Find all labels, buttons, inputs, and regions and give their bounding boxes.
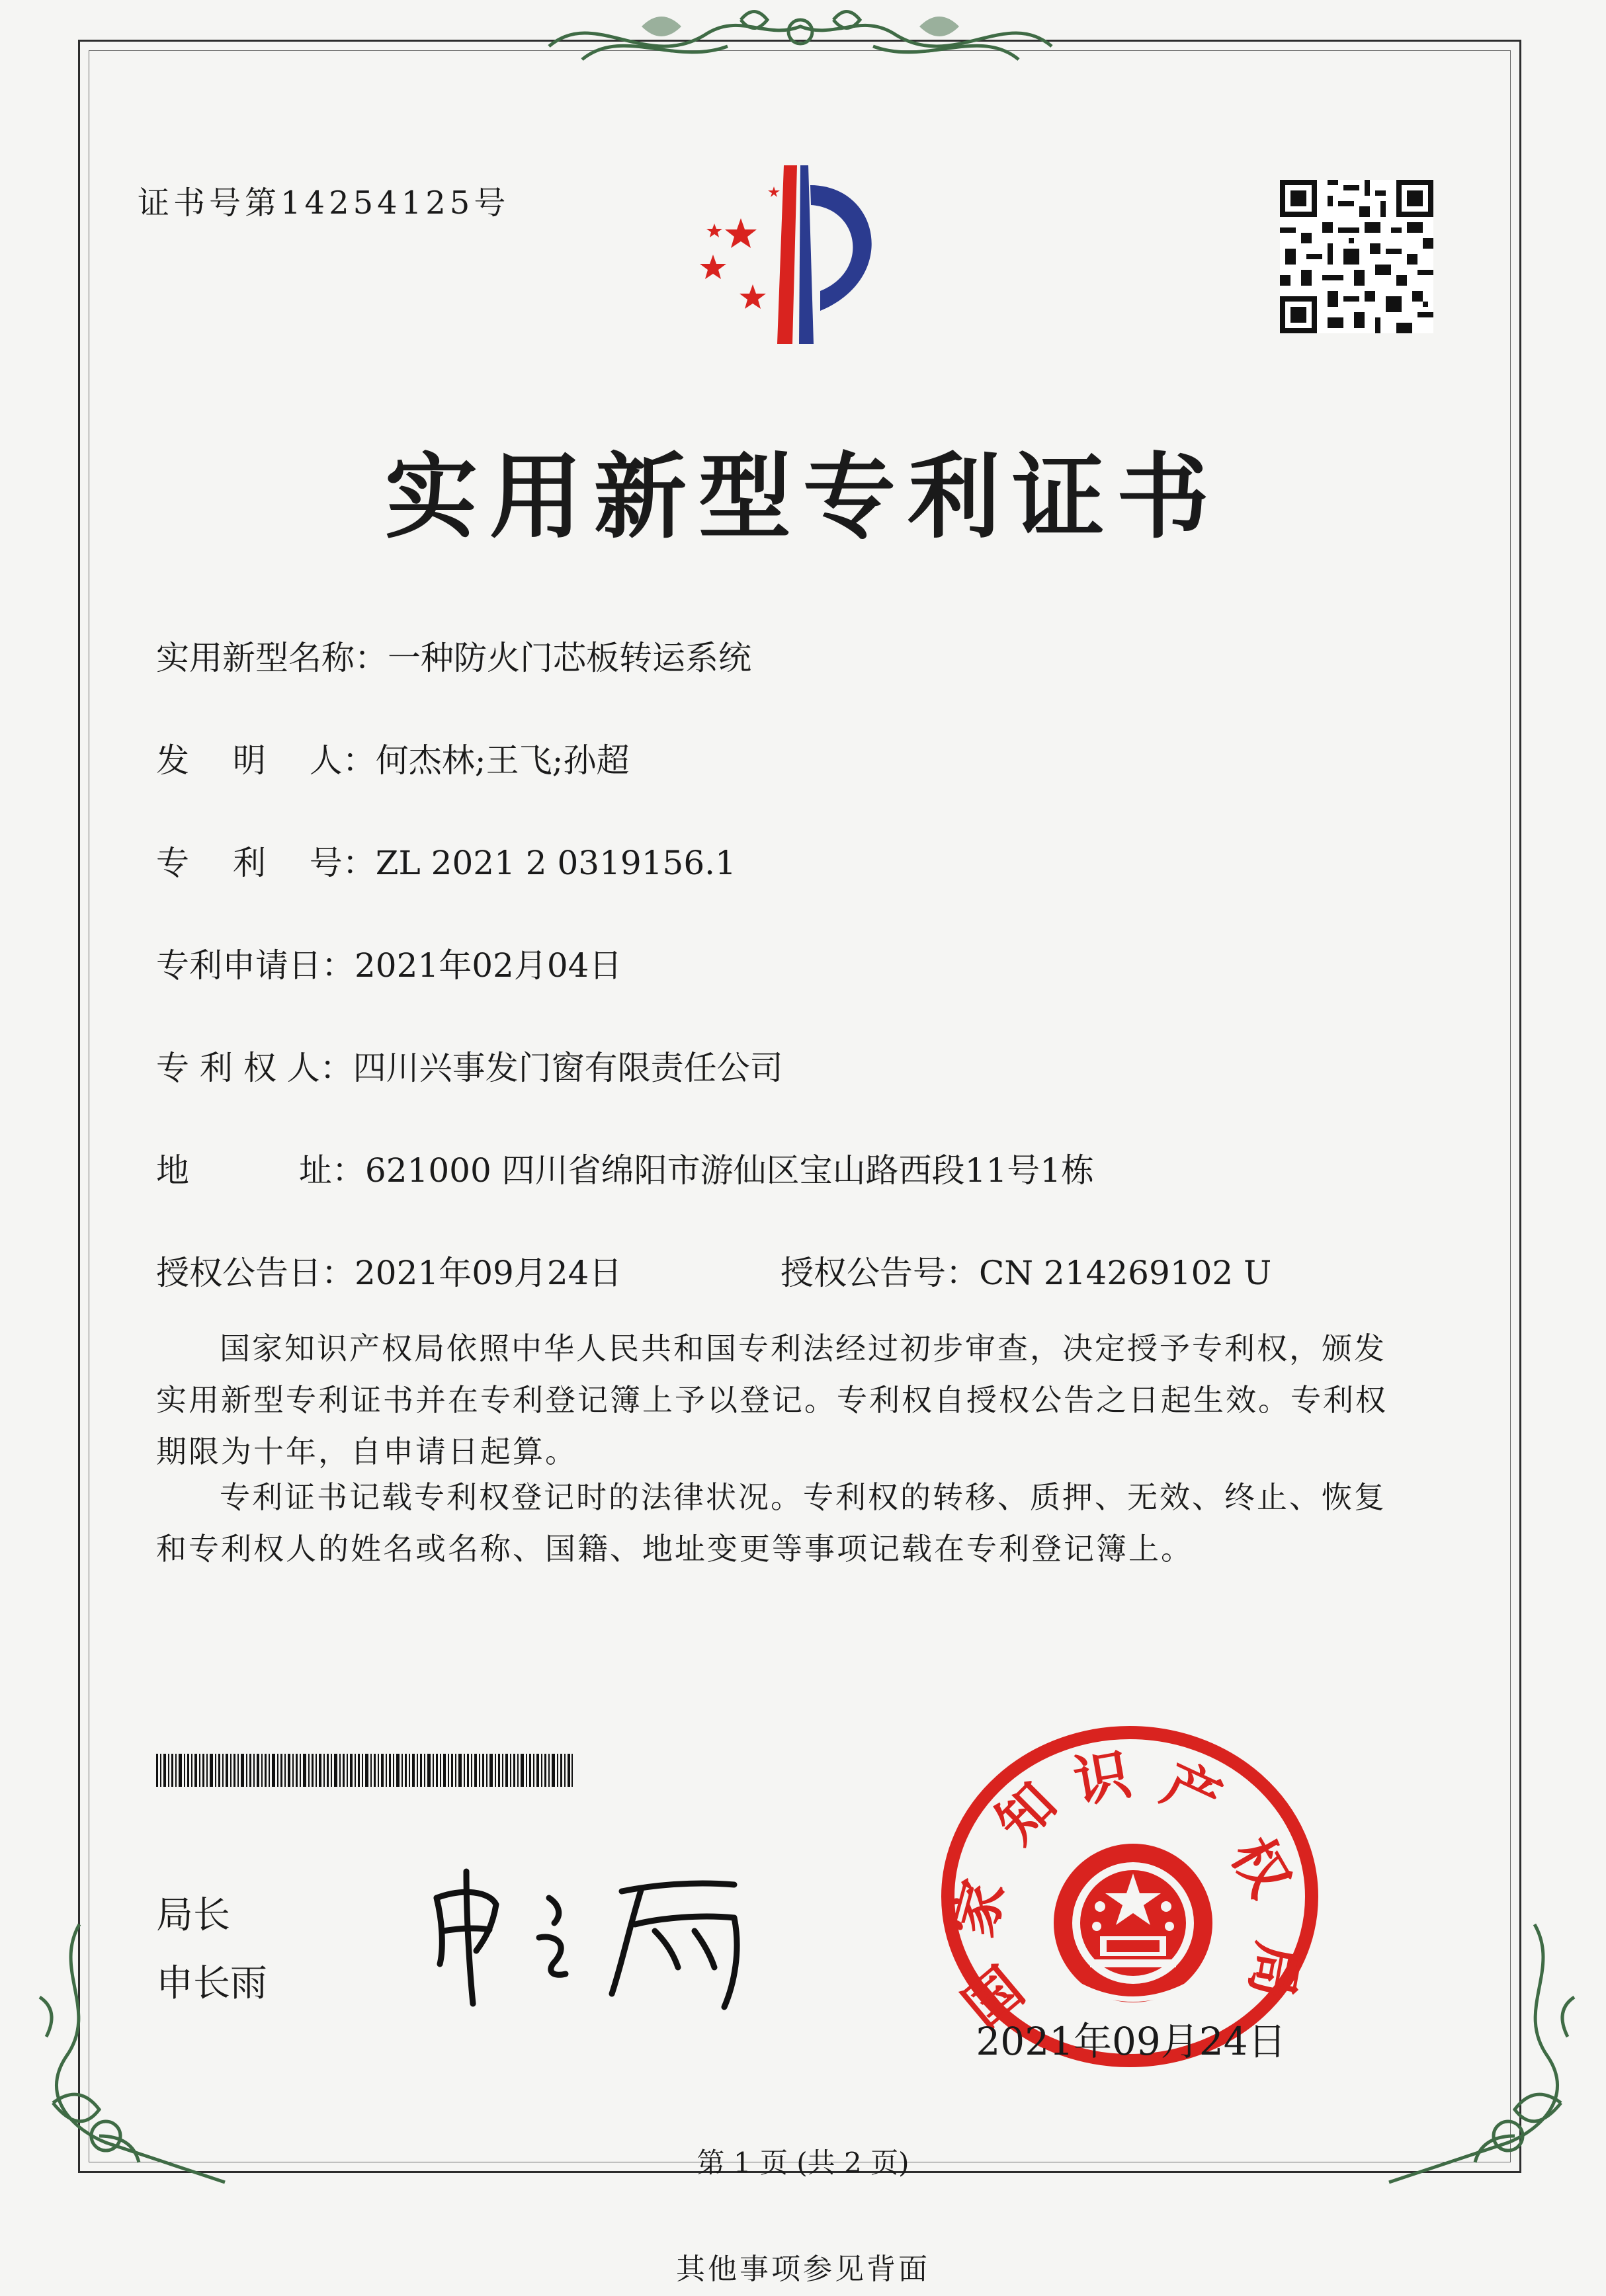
- field-label: 实用新型名称：: [156, 639, 388, 677]
- field-row-grant-date: [156, 1247, 622, 1294]
- svg-text:产: 产: [1153, 1750, 1231, 1834]
- field-label: 发 明 人：: [156, 741, 376, 780]
- svg-text:权: 权: [1218, 1826, 1303, 1908]
- svg-text:知: 知: [984, 1770, 1069, 1856]
- grant-number-value: CN 214269102 U: [979, 1254, 1272, 1292]
- svg-text:家: 家: [940, 1873, 1017, 1944]
- field-label: 地 址：: [156, 1151, 365, 1190]
- official-name: 申长雨: [156, 1962, 267, 2005]
- field-label: 专 利 权 人：: [156, 1049, 353, 1087]
- certificate-number: 证书号第14254125号: [138, 184, 510, 222]
- field-row-patent-number: [156, 837, 736, 884]
- field-row-application-date: [156, 939, 622, 987]
- field-value: 何杰林;王飞;孙超: [375, 741, 630, 780]
- field-row-inventor: [156, 734, 630, 782]
- field-value: ZL 2021 2 0319156.1: [375, 844, 736, 882]
- field-value: 一种防火门芯板转运系统: [388, 639, 751, 677]
- page-number: 第 1 页 (共 2 页): [697, 2147, 909, 2179]
- barcode-icon: [156, 1754, 573, 1787]
- svg-text:国: 国: [951, 1955, 1036, 2041]
- certificate-title: 实用新型专利证书: [384, 443, 1221, 552]
- top-ornament-icon: [542, 0, 1058, 79]
- field-value: 621000 四川省绵阳市游仙区宝山路西段11号1栋: [364, 1151, 1095, 1190]
- seal-date: 2021年09月24日: [976, 2019, 1287, 2064]
- qr-code-icon: [1280, 180, 1433, 333]
- field-label: 专利申请日：: [156, 946, 355, 985]
- field-row-utility-name: [156, 632, 751, 679]
- cnipa-logo-icon: [661, 152, 919, 350]
- national-emblem-icon: [1054, 1844, 1212, 2002]
- footer-note: 其他事项参见背面: [676, 2252, 930, 2286]
- field-label: 专 利 号：: [156, 844, 376, 882]
- legal-status-paragraph: 专利证书记载专利权登记时的法律状况。专利权的转移、质押、无效、终止、恢复和专利权人的姓名或名称、国籍、地址变更等事项记载在专利登记簿上。: [156, 1479, 1386, 1567]
- field-value: 2021年02月04日: [355, 946, 622, 985]
- official-title: 局长: [156, 1894, 230, 1937]
- field-row-grant-number: [781, 1247, 1271, 1294]
- svg-text:识: 识: [1069, 1741, 1136, 1815]
- grant-date-value: 2021年09月24日: [355, 1254, 622, 1292]
- field-row-patentee: [156, 1042, 783, 1089]
- signature-image: [423, 1852, 781, 2024]
- grant-number-label: 授权公告号：: [781, 1254, 979, 1292]
- grant-date-label: 授权公告日：: [156, 1254, 355, 1292]
- field-row-address: [156, 1144, 1094, 1192]
- grant-statement-paragraph: 国家知识产权局依照中华人民共和国专利法经过初步审查，决定授予专利权，颁发实用新型专利证书并在专利登记簿上予以登记。专利权自授权公告之日起生效。专利权期限为十年，自申请日起算。: [156, 1331, 1388, 1469]
- field-value: 四川兴事发门窗有限责任公司: [353, 1049, 783, 1087]
- svg-text:局: 局: [1238, 1937, 1312, 2004]
